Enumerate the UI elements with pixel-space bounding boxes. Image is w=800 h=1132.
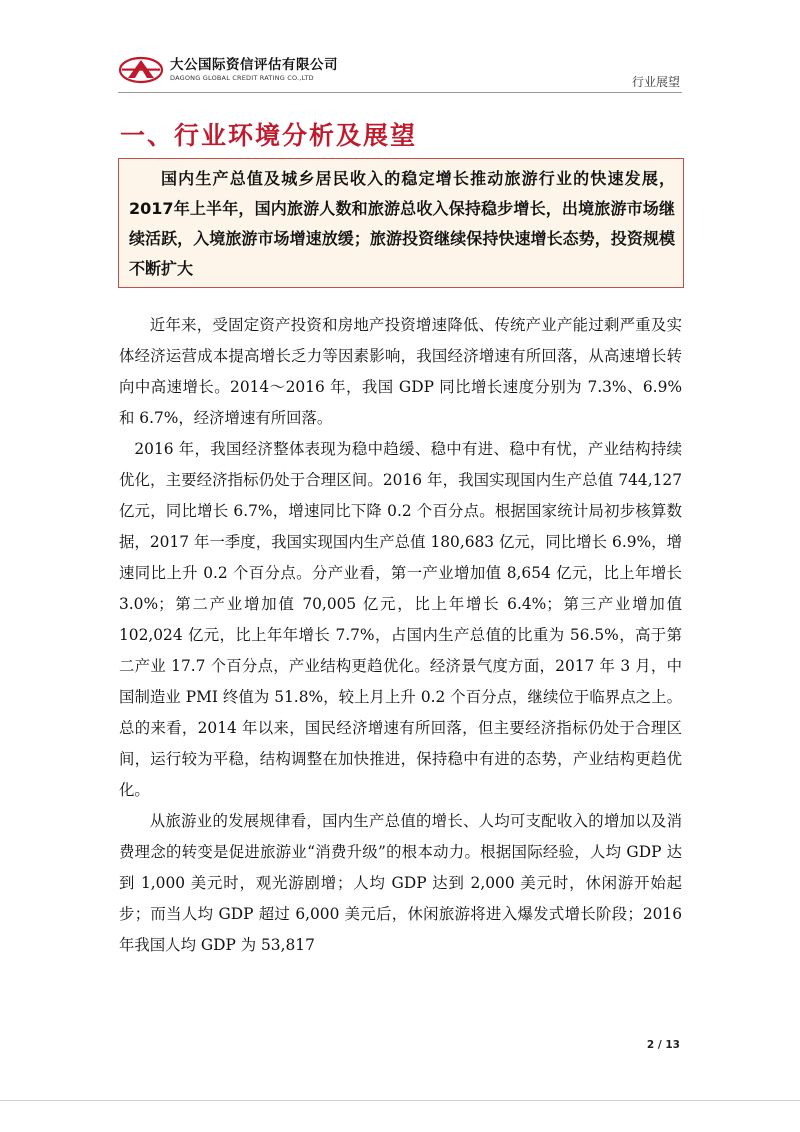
footer-divider <box>0 1100 800 1101</box>
paragraph: 从旅游业的发展规律看，国内生产总值的增长、人均可支配收入的增加以及消费理念的转变是促进旅游业“消费升级”的根本动力。根据国际经验，人均 GDP 达到 1,000 美元时，观光游剧增；人均 GDP 达到 2,000 美元时，休闲游开始起步；而当人均 GDP 超过 6,000 美元后，休闲旅游将进入爆发式增长阶段；2016 年我国人均 GDP 为 53,817 <box>119 812 682 954</box>
paragraph: 2016 年，我国经济整体表现为稳中趋缓、稳中有进、稳中有忧，产业结构持续优化，主要经济指标仍处于合理区间。2016 年，我国实现国内生产总值 744,127 亿元，同比增长 6.7%，增速同比下降 0.2 个百分点。根据国家统计局初步核算数据，2017 年一季度，我国实现国内生产总值 180,683 亿元，同比增长 6.9%，增速同比上升 0.2 个百分点。分产业看，第一产业增加值 8,654 亿元，比上年增长 3.0%；第二产业增加值 70,005 亿元，比上年增长 6.4%；第三产业增加值 102,024 亿元，比上年年增长 7.7%，占国内生产总值的比重为 56.5%，高于第二产业 17.7 个百分点，产业结构更趋优化。经济景气度方面，2017 年 3 月，中国制造业 PMI 终值为 51.8%，较上月上升 0.2 个百分点，继续位于临界点之上。总的来看，2014 年以来，国民经济增速有所回落，但主要经济指标仍处于合理区间，运行较为平稳，结构调整在加快推进，保持稳中有进的态势，产业结构更趋优化。 <box>119 440 682 799</box>
company-name-en: DAGONG GLOBAL CREDIT RATING CO.,LTD <box>170 73 314 82</box>
body-text <box>119 310 682 961</box>
company-logo <box>118 56 338 84</box>
page-number: 2 / 13 <box>646 1039 680 1051</box>
dagong-logo-icon <box>118 56 164 84</box>
summary-text: 国内生产总值及城乡居民收入的稳定增长推动旅游行业的快速发展，2017年上半年，国内旅游人数和旅游总收入保持稳步增长，出境旅游市场继续活跃，入境旅游市场增速放缓；旅游投资继续保持快速增长态势，投资规模不断扩大 <box>129 169 675 278</box>
company-name-cn: 大公国际资信评估有限公司 <box>170 57 338 73</box>
section-title: 一、行业环境分析及展望 <box>120 121 418 150</box>
report-type-label: 行业展望 <box>631 75 680 89</box>
summary-box <box>118 158 684 288</box>
paragraph: 近年来，受固定资产投资和房地产投资增速降低、传统产业产能过剩严重及实体经济运营成本提高增长乏力等因素影响，我国经济增速有所回落，从高速增长转向中高速增长。2014～2016 年，我国 GDP 同比增长速度分别为 7.3%、6.9%和 6.7%，经济增速有所回落。 <box>119 316 682 427</box>
header-divider <box>118 92 682 93</box>
